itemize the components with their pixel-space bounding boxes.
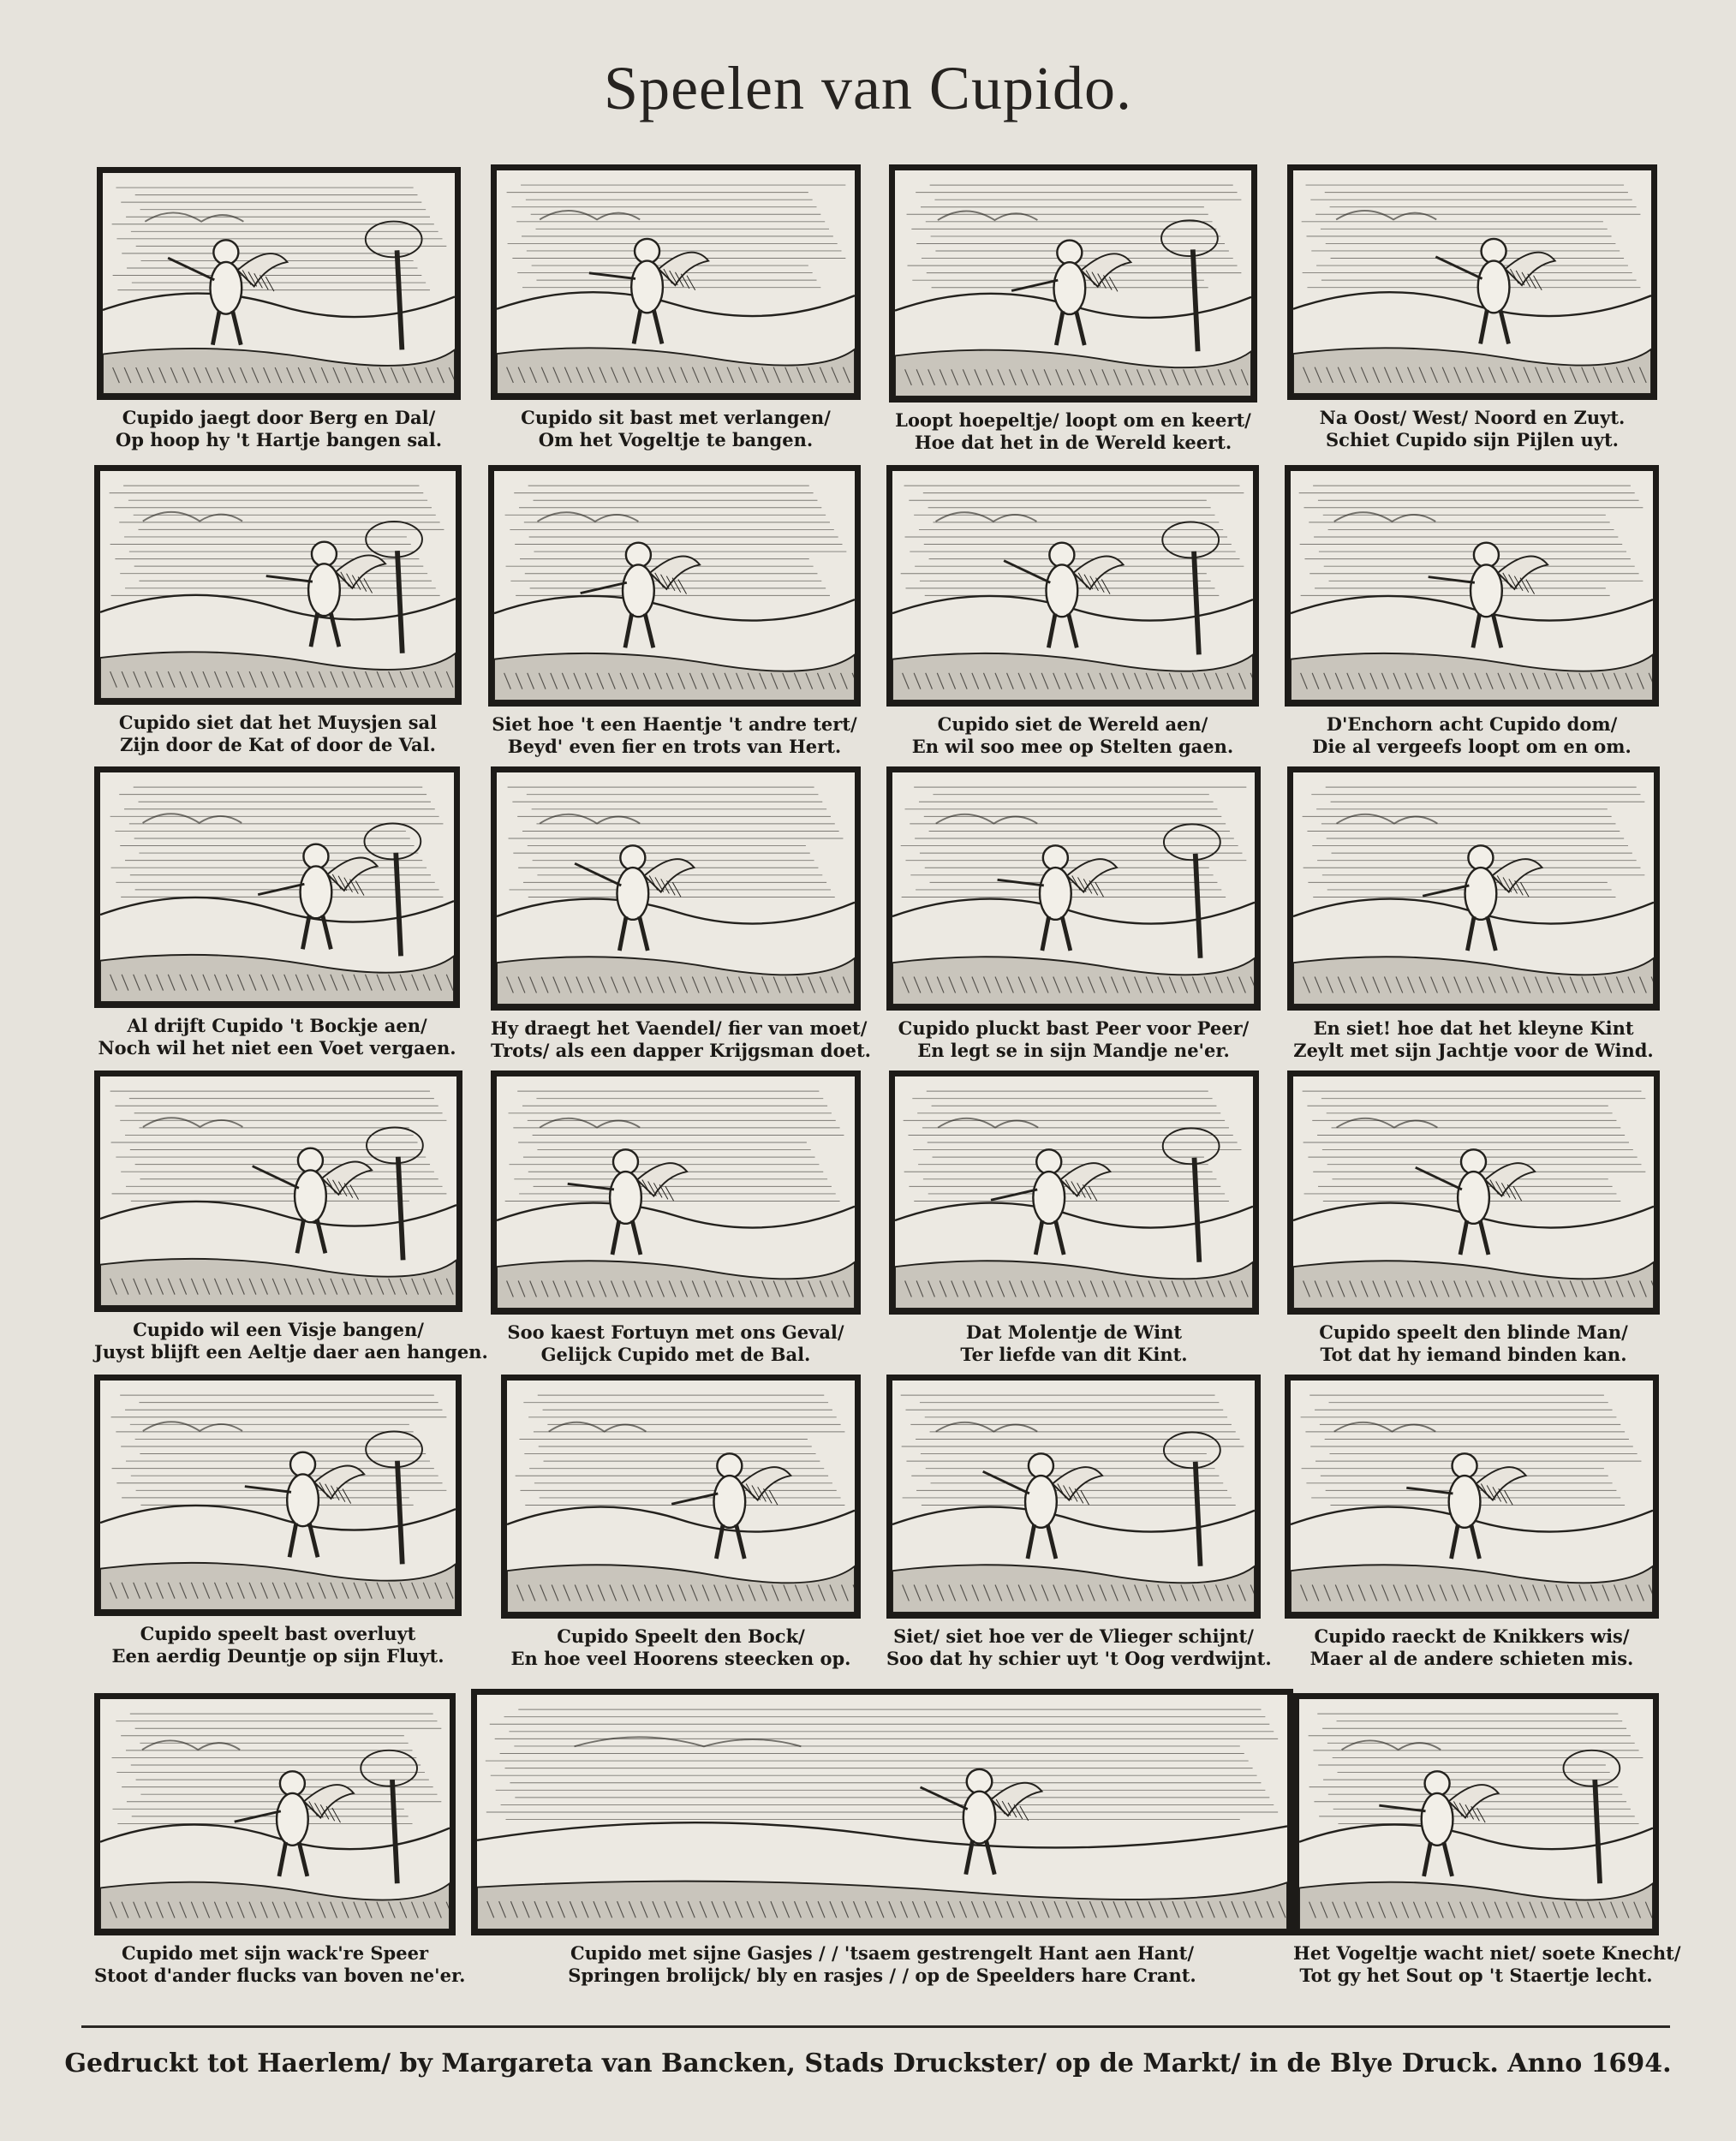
caption-line: Cupido speelt den blinde Man/ xyxy=(1319,1321,1628,1343)
caption-line: D'Enchorn acht Cupido dom/ xyxy=(1326,713,1618,735)
caption-line: Cupido siet de Wereld aen/ xyxy=(937,713,1208,735)
caption-line: Ter liefde van dit Kint. xyxy=(960,1344,1188,1365)
woodcut-illustration xyxy=(889,1070,1259,1315)
woodcut-illustration xyxy=(491,1070,861,1315)
scene-caption xyxy=(1287,407,1657,451)
woodcut-scene xyxy=(1293,1693,1681,1995)
scene-caption xyxy=(97,407,461,451)
caption-line: Gelijck Cupido met de Bal. xyxy=(540,1344,811,1365)
caption-line: En legt se in sijn Mandje ne'er. xyxy=(917,1040,1230,1061)
caption-line: Soo dat hy schier uyt 't Oog verdwijnt. xyxy=(886,1648,1272,1669)
woodcut-scene xyxy=(1285,1375,1659,1679)
scene-caption xyxy=(94,1623,462,1667)
woodcut-scene xyxy=(94,1375,462,1676)
woodcut-illustration xyxy=(491,766,861,1011)
woodcut-illustration xyxy=(886,465,1259,707)
woodcut-scene xyxy=(94,766,460,1068)
scene-caption xyxy=(1285,1625,1659,1670)
woodcut-illustration xyxy=(1293,1693,1659,1935)
woodcut-illustration xyxy=(94,1070,462,1312)
scene-caption xyxy=(471,1942,1293,1987)
caption-line: Cupido met sijne Gasjes / / 'tsaem gestrengelt Hant aen Hant/ xyxy=(570,1942,1195,1964)
caption-line: Juyst blijft een Aeltje daer aen hangen. xyxy=(94,1341,488,1363)
caption-line: Zijn door de Kat of door de Val. xyxy=(120,734,436,755)
woodcut-illustration xyxy=(471,1689,1293,1935)
woodcut-illustration xyxy=(1287,164,1657,400)
woodcut-scene xyxy=(471,1689,1293,1995)
scene-caption xyxy=(94,1015,460,1059)
divider-rule xyxy=(81,2025,1670,2028)
caption-line: Dat Molentje de Wint xyxy=(965,1321,1183,1343)
caption-line: Zeylt met sijn Jachtje voor de Wind. xyxy=(1293,1040,1654,1061)
caption-line: Soo kaest Fortuyn met ons Geval/ xyxy=(507,1321,844,1343)
woodcut-illustration xyxy=(1285,1375,1659,1619)
scene-caption xyxy=(886,713,1259,758)
woodcut-scene xyxy=(1287,164,1657,460)
caption-line: Tot gy het Sout op 't Staertje lecht. xyxy=(1299,1965,1653,1986)
caption-line: Tot dat hy iemand binden kan. xyxy=(1320,1344,1627,1365)
woodcut-scene xyxy=(97,167,461,460)
caption-line: Springen brolijck/ bly en rasjes / / op de Speelders hare Crant. xyxy=(568,1965,1196,1986)
woodcut-illustration xyxy=(886,766,1261,1011)
caption-line: Cupido speelt bast overluyt xyxy=(140,1623,416,1644)
woodcut-illustration xyxy=(488,465,861,707)
woodcut-scene xyxy=(1287,1070,1660,1375)
woodcut-illustration xyxy=(1285,465,1659,707)
woodcut-illustration xyxy=(501,1375,861,1619)
caption-line: En hoe veel Hoorens steecken op. xyxy=(510,1648,851,1669)
scene-caption xyxy=(1287,1017,1660,1062)
woodcut-scene xyxy=(1287,766,1660,1070)
caption-line: Cupido siet dat het Muysjen sal xyxy=(118,712,438,733)
caption-line: En wil soo mee op Stelten gaen. xyxy=(911,736,1234,757)
scene-caption xyxy=(1287,1321,1660,1366)
caption-line: Hoe dat het in de Wereld keert. xyxy=(914,432,1232,453)
caption-line: Een aerdig Deuntje op sijn Fluyt. xyxy=(111,1645,444,1667)
caption-line: Cupido jaegt door Berg en Dal/ xyxy=(122,407,436,428)
woodcut-scene xyxy=(488,465,861,766)
printer-imprint: Gedruckt tot Haerlem/ by Margareta van Bancken, Stads Druckster/ op de Markt/ in de Blye Druck. Anno 1694. xyxy=(64,2049,1672,2078)
page-title: Speelen van Cupido. xyxy=(604,54,1132,122)
woodcut-illustration xyxy=(94,1693,456,1935)
scene-caption xyxy=(94,712,462,756)
scene-caption xyxy=(491,407,861,451)
scene-caption xyxy=(886,1625,1272,1670)
caption-line: Het Vogeltje wacht niet/ soete Knecht/ xyxy=(1293,1942,1681,1964)
scene-caption xyxy=(886,1017,1261,1062)
woodcut-scene xyxy=(889,164,1257,462)
caption-line: En siet! hoe dat het kleyne Kint xyxy=(1313,1017,1634,1039)
scene-caption xyxy=(1285,713,1659,758)
caption-line: Cupido met sijn wack're Speer xyxy=(121,1942,429,1964)
scene-caption xyxy=(94,1319,488,1363)
caption-line: Na Oost/ West/ Noord en Zuyt. xyxy=(1319,407,1626,428)
caption-line: Siet hoe 't een Haentje 't andre tert/ xyxy=(492,713,857,735)
caption-line: Op hoop hy 't Hartje bangen sal. xyxy=(115,429,443,450)
caption-line: Hy draegt het Vaendel/ fier van moet/ xyxy=(491,1017,868,1039)
caption-line: Cupido sit bast met verlangen/ xyxy=(521,407,831,428)
woodcut-illustration xyxy=(1287,1070,1660,1315)
woodcut-scene xyxy=(491,164,861,460)
scene-caption xyxy=(1293,1942,1681,1987)
woodcut-scene xyxy=(501,1375,861,1679)
woodcut-scene xyxy=(886,465,1259,766)
caption-line: Cupido wil een Visje bangen/ xyxy=(133,1319,424,1340)
caption-line: Stoot d'ander flucks van boven ne'er. xyxy=(94,1965,466,1986)
woodcut-scene xyxy=(94,1070,488,1372)
woodcut-scene xyxy=(886,766,1261,1070)
woodcut-illustration xyxy=(94,766,460,1008)
woodcut-scene xyxy=(1285,465,1659,766)
caption-line: Noch wil het niet een Voet vergaen. xyxy=(98,1037,456,1059)
caption-line: Om het Vogeltje te bangen. xyxy=(538,429,814,450)
scene-caption xyxy=(491,1321,861,1366)
caption-line: Loopt hoepeltje/ loopt om en keert/ xyxy=(895,409,1251,431)
caption-line: Cupido pluckt bast Peer voor Peer/ xyxy=(898,1017,1250,1039)
woodcut-illustration xyxy=(491,164,861,400)
woodcut-scene xyxy=(94,465,462,765)
scene-caption xyxy=(488,713,861,758)
caption-line: Cupido raeckt de Knikkers wis/ xyxy=(1314,1625,1630,1647)
caption-line: Beyd' even fier en trots van Hert. xyxy=(507,736,842,757)
caption-line: Schiet Cupido sijn Pijlen uyt. xyxy=(1326,429,1619,450)
woodcut-scene xyxy=(889,1070,1259,1375)
woodcut-illustration xyxy=(1287,766,1660,1011)
caption-line: Cupido Speelt den Bock/ xyxy=(557,1625,805,1647)
scene-caption xyxy=(501,1625,861,1670)
scene-caption xyxy=(94,1942,466,1987)
caption-line: Al drijft Cupido 't Bockje aen/ xyxy=(127,1015,427,1036)
woodcut-illustration xyxy=(889,164,1257,403)
scene-caption xyxy=(491,1017,871,1062)
woodcut-illustration xyxy=(94,1375,462,1616)
woodcut-scene xyxy=(886,1375,1272,1679)
woodcut-illustration xyxy=(97,167,461,400)
scene-caption xyxy=(889,1321,1259,1366)
caption-line: Siet/ siet hoe ver de Vlieger schijnt/ xyxy=(893,1625,1254,1647)
woodcut-illustration xyxy=(94,465,462,705)
caption-line: Trots/ als een dapper Krijgsman doet. xyxy=(491,1040,871,1061)
woodcut-illustration xyxy=(886,1375,1261,1619)
woodcut-scene xyxy=(94,1693,466,1995)
caption-line: Die al vergeefs loopt om en om. xyxy=(1312,736,1632,757)
woodcut-scene xyxy=(491,1070,861,1375)
caption-line: Maer al de andere schieten mis. xyxy=(1309,1648,1634,1669)
woodcut-scene xyxy=(491,766,871,1070)
scene-caption xyxy=(889,409,1257,454)
